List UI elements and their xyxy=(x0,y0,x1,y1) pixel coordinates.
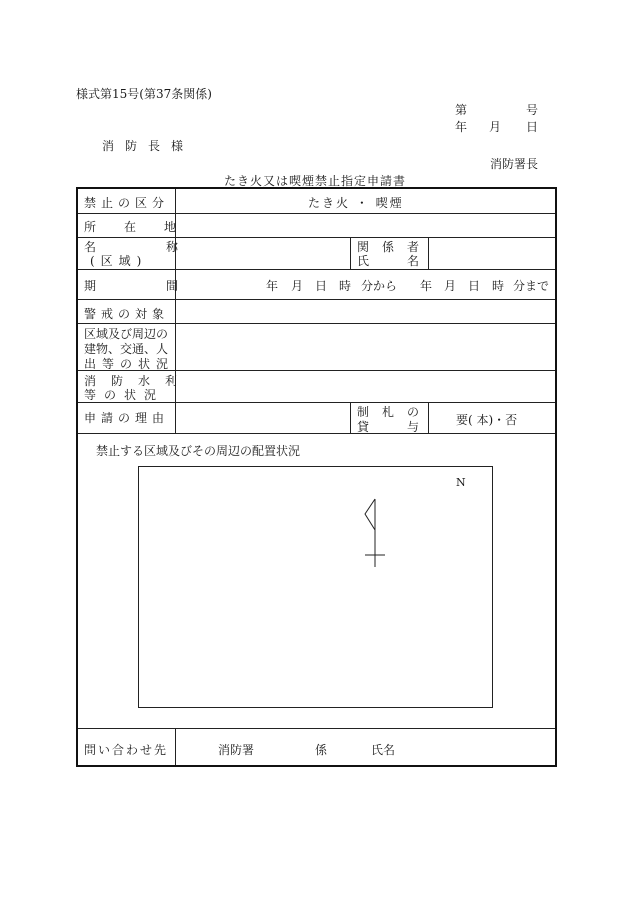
number-prefix: 第 xyxy=(455,103,468,117)
period-to-month: 月 xyxy=(444,279,457,293)
addressee: 消防長様 xyxy=(102,139,195,153)
row-divider xyxy=(78,433,555,434)
number-suffix: 号 xyxy=(526,103,539,117)
related-person-label: 関係者 xyxy=(357,240,433,254)
period-to-year: 年 xyxy=(420,279,433,293)
surroundings-label-1: 区域及び周辺の xyxy=(84,327,169,341)
column-divider xyxy=(350,402,351,433)
period-to-day: 日 xyxy=(468,279,481,293)
period-from-year: 年 xyxy=(266,279,279,293)
surroundings-label-3: 出等の状況 xyxy=(84,357,175,371)
period-to-hour: 時 xyxy=(492,279,505,293)
row-divider xyxy=(78,213,555,214)
sign-loan-label-1: 制札の xyxy=(357,405,433,419)
period-label: 期間 xyxy=(84,279,249,293)
fire-station-chief: 消防署長 xyxy=(490,157,539,171)
water-source-label-2: 等の状況 xyxy=(84,388,165,402)
row-divider xyxy=(78,728,555,729)
related-person-name-label: 氏名 xyxy=(357,254,458,268)
north-label: N xyxy=(456,476,466,489)
layout-diagram-box xyxy=(138,466,493,708)
inquiry-station: 消防署 xyxy=(218,743,255,757)
inquiry-label: 問い合わせ先 xyxy=(84,743,169,757)
layout-caption: 禁止する区域及びその周辺の配置状況 xyxy=(96,444,301,458)
date-year-label: 年 xyxy=(455,120,468,134)
row-divider xyxy=(78,269,555,270)
reason-label: 申請の理由 xyxy=(84,411,170,425)
inquiry-name: 氏名 xyxy=(371,743,396,757)
period-from-minute: 分から xyxy=(361,279,398,293)
sign-loan-label-2: 貸与 xyxy=(357,420,458,434)
form-number: 様式第15号(第37条関係) xyxy=(76,87,212,101)
inquiry-section: 係 xyxy=(315,743,328,757)
period-from-hour: 時 xyxy=(339,279,352,293)
north-arrow-icon xyxy=(360,495,390,570)
period-from-month: 月 xyxy=(291,279,304,293)
sign-loan-value: 要( 本)・否 xyxy=(456,413,518,427)
surroundings-label-2: 建物、交通、人 xyxy=(84,342,169,356)
guard-target-label: 警戒の対象 xyxy=(84,307,170,321)
water-source-label-1: 消防水利 xyxy=(84,374,193,388)
row-divider xyxy=(78,299,555,300)
prohibition-type-label: 禁止の区分 xyxy=(84,196,170,210)
name-label: 名称 xyxy=(84,240,249,254)
location-label: 所在地 xyxy=(84,220,205,234)
row-divider xyxy=(78,323,555,324)
form-title: たき火又は喫煙禁止指定申請書 xyxy=(223,174,406,188)
period-from-day: 日 xyxy=(315,279,328,293)
date-day-label: 日 xyxy=(526,120,539,134)
prohibition-type-value: たき火 ・ 喫煙 xyxy=(308,196,404,210)
label-column-divider xyxy=(175,728,176,765)
date-month-label: 月 xyxy=(489,120,502,134)
period-to-minute: 分まで xyxy=(513,279,550,293)
area-sublabel: (区域) xyxy=(90,254,148,268)
column-divider xyxy=(350,237,351,269)
